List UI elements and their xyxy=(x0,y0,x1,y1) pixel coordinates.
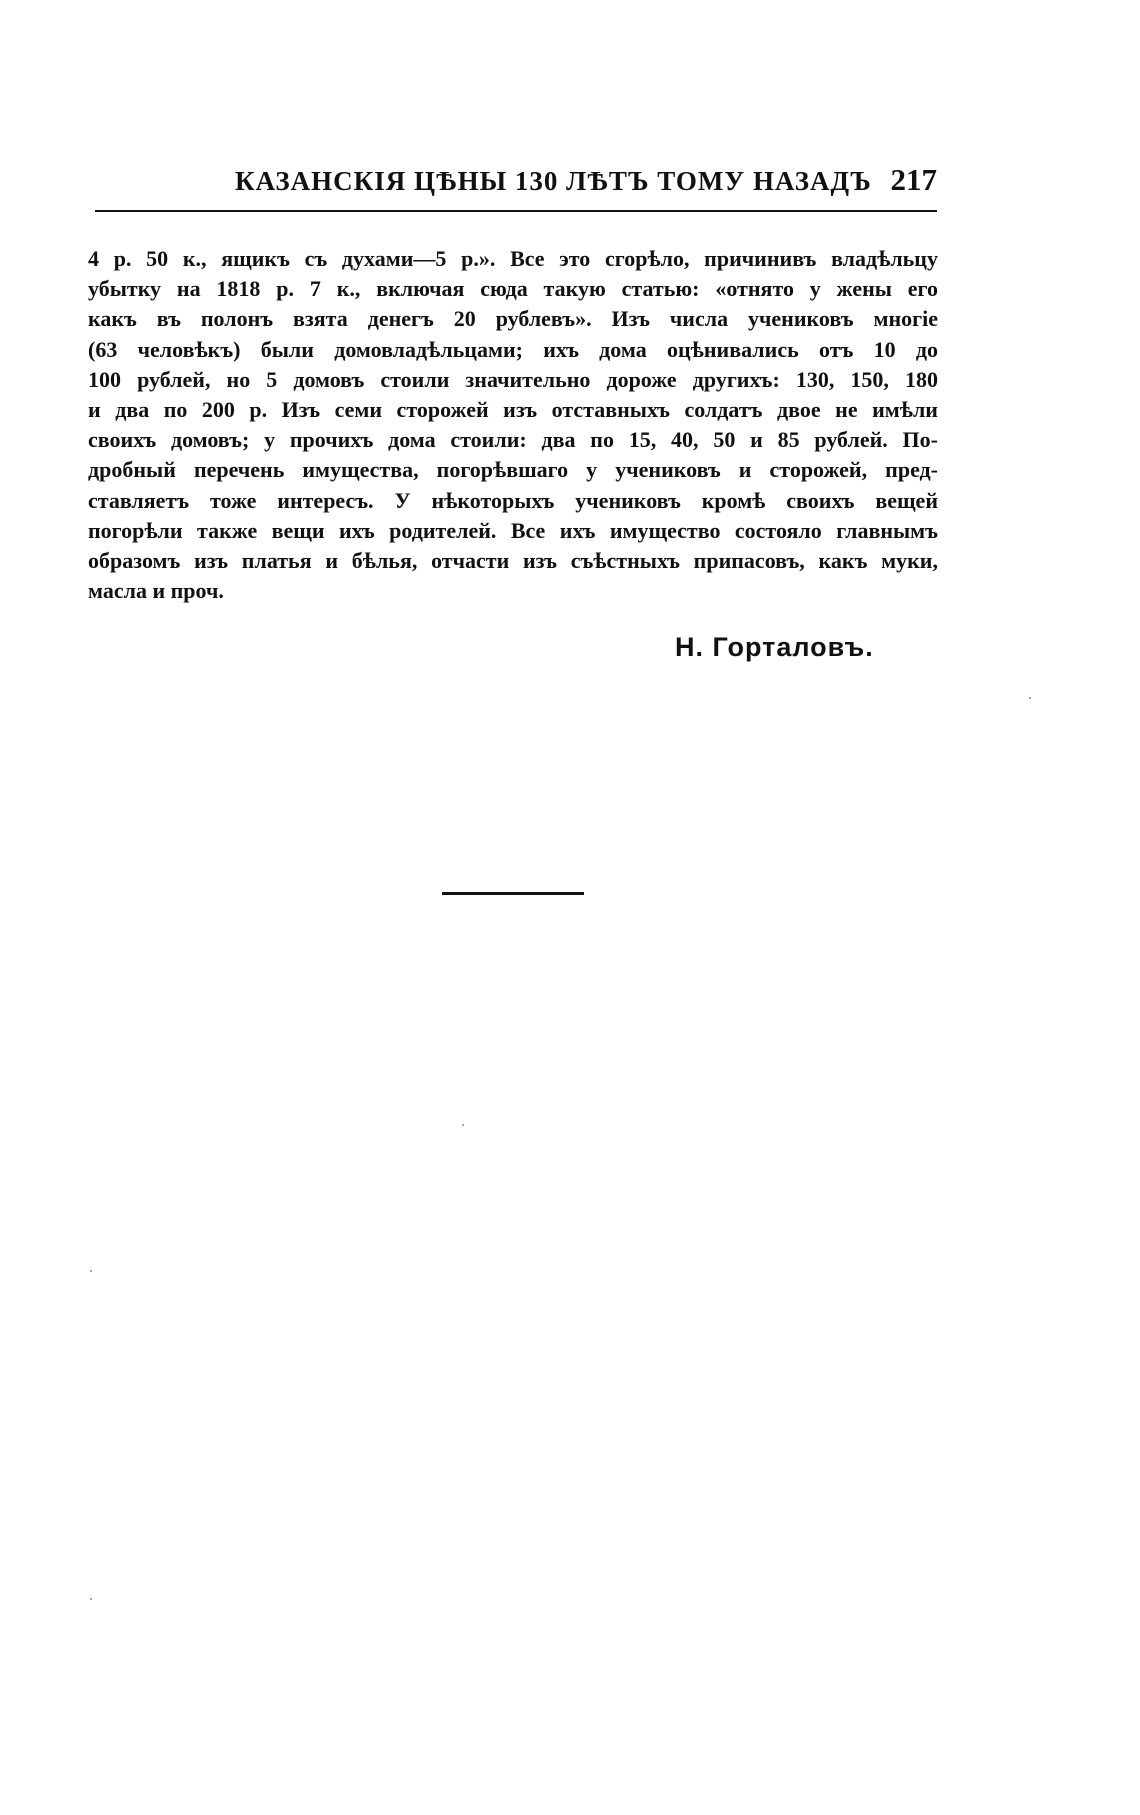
text-line: масла и проч. xyxy=(88,578,224,604)
text-line: дробный перечень имущества, погорѣвшаго у учениковъ и сторожей, пред- xyxy=(88,457,938,483)
scan-speck xyxy=(90,1270,92,1272)
text-line: погорѣли также вещи ихъ родителей. Все ихъ имущество состояло главнымъ xyxy=(88,517,938,543)
text-line: 4 р. 50 к., ящикъ съ духами—5 р.». Все это сгорѣло, причинивъ владѣльцу xyxy=(88,246,938,271)
body-paragraph xyxy=(88,244,938,606)
text-line: образомъ изъ платья и бѣлья, отчасти изъ съѣстныхъ припасовъ, какъ муки, xyxy=(88,547,938,573)
text-line: (63 человѣкъ) были домовладѣльцами; ихъ дома оцѣнивались отъ 10 до xyxy=(88,336,938,362)
text-line: убытку на 1818 р. 7 к., включая сюда такую статью: «отнято у жены его xyxy=(88,276,938,302)
scan-speck xyxy=(90,1598,92,1600)
end-rule xyxy=(442,892,584,895)
scan-speck xyxy=(1029,697,1031,699)
text-line: и два по 200 р. Изъ семи сторожей изъ отставныхъ солдатъ двое не имѣли xyxy=(88,396,938,422)
scan-speck xyxy=(462,1124,464,1126)
text-line: своихъ домовъ; у прочихъ дома стоили: два по 15, 40, 50 и 85 рублей. По- xyxy=(88,427,938,453)
running-head xyxy=(95,162,937,206)
text-line: 100 рублей, но 5 домовъ стоили значительно дороже другихъ: 130, 150, 180 xyxy=(88,366,938,392)
text-line: какъ въ полонъ взята денегъ 20 рублевъ». Изъ числа учениковъ многіе xyxy=(88,306,938,332)
author-signature: Н. Горталовъ. xyxy=(675,632,874,662)
text-line: ставляетъ тоже интересъ. У нѣкоторыхъ учениковъ кромѣ своихъ вещей xyxy=(88,487,938,513)
header-rule xyxy=(95,210,937,212)
running-title: КАЗАНСКІЯ ЦѢНЫ 130 ЛѢТЪ ТОМУ НАЗАДЪ xyxy=(235,166,872,196)
page-number: 217 xyxy=(890,162,937,197)
